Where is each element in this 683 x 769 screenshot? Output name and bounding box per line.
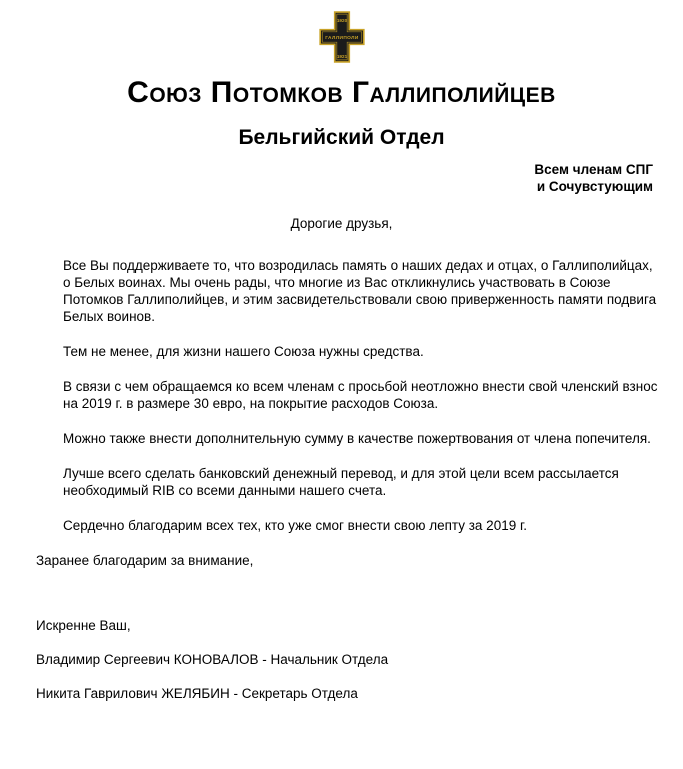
signature-line-1: Владимир Сергеевич КОНОВАЛОВ - Начальник Отдела [36, 651, 389, 667]
body-paragraph: Тем не менее, для жизни нашего Союза нужны средства. [63, 343, 424, 359]
salutation: Дорогие друзья, [290, 215, 393, 231]
closing-sincerely: Искренне Ваш, [36, 617, 131, 633]
emblem-date-bottom: 1921 [336, 53, 347, 59]
recipient-line-2: и Сочувстующим [536, 178, 653, 194]
body-paragraph: Все Вы поддерживаете то, что возродилась память о наших дедах и отцах, о Галлиполийцах, о Белых воинах. Мы очень рады, что многие из Вас откликнулись участвовать в Союзе Потомков Галлиполийцев, и этим засвидетельствовали свою приверженность памяти подвига Белых воинов. [63, 257, 657, 324]
closing-block [36, 552, 658, 702]
body-paragraph: Лучше всего сделать банковский денежный перевод, и для этой цели всем рассылается необходимый RIB со всеми данными нашего счета. [63, 465, 619, 498]
body-paragraph: В связи с чем обращаемся ко всем членам с просьбой неотложно внести свой членский взнос на 2019 г. в размере 30 евро, на покрытие расходов Союза. [63, 378, 658, 411]
emblem-container [0, 0, 683, 64]
gallipoli-cross-emblem [318, 10, 366, 64]
emblem-inscription: ГАЛЛИПОЛИ [324, 36, 359, 42]
recipient-block [0, 162, 683, 196]
body-paragraph: Можно также внести дополнительную сумму в качестве пожертвования от члена попечителя. [63, 430, 651, 446]
emblem-date-top: 1920 [336, 17, 347, 23]
body-paragraph: Сердечно благодарим всех тех, кто уже смог внести свою лепту за 2019 г. [63, 517, 527, 533]
closing-thanks: Заранее благодарим за внимание, [36, 552, 254, 568]
department-subtitle: Бельгийский Отдел [238, 126, 445, 149]
signature-line-2: Никита Гаврилович ЖЕЛЯБИН - Секретарь Отдела [36, 685, 358, 701]
recipient-line-1: Всем членам СПГ [534, 162, 653, 177]
organization-title: Союз Потомков Галлиполийцев [127, 76, 556, 109]
letter-body [63, 257, 658, 534]
